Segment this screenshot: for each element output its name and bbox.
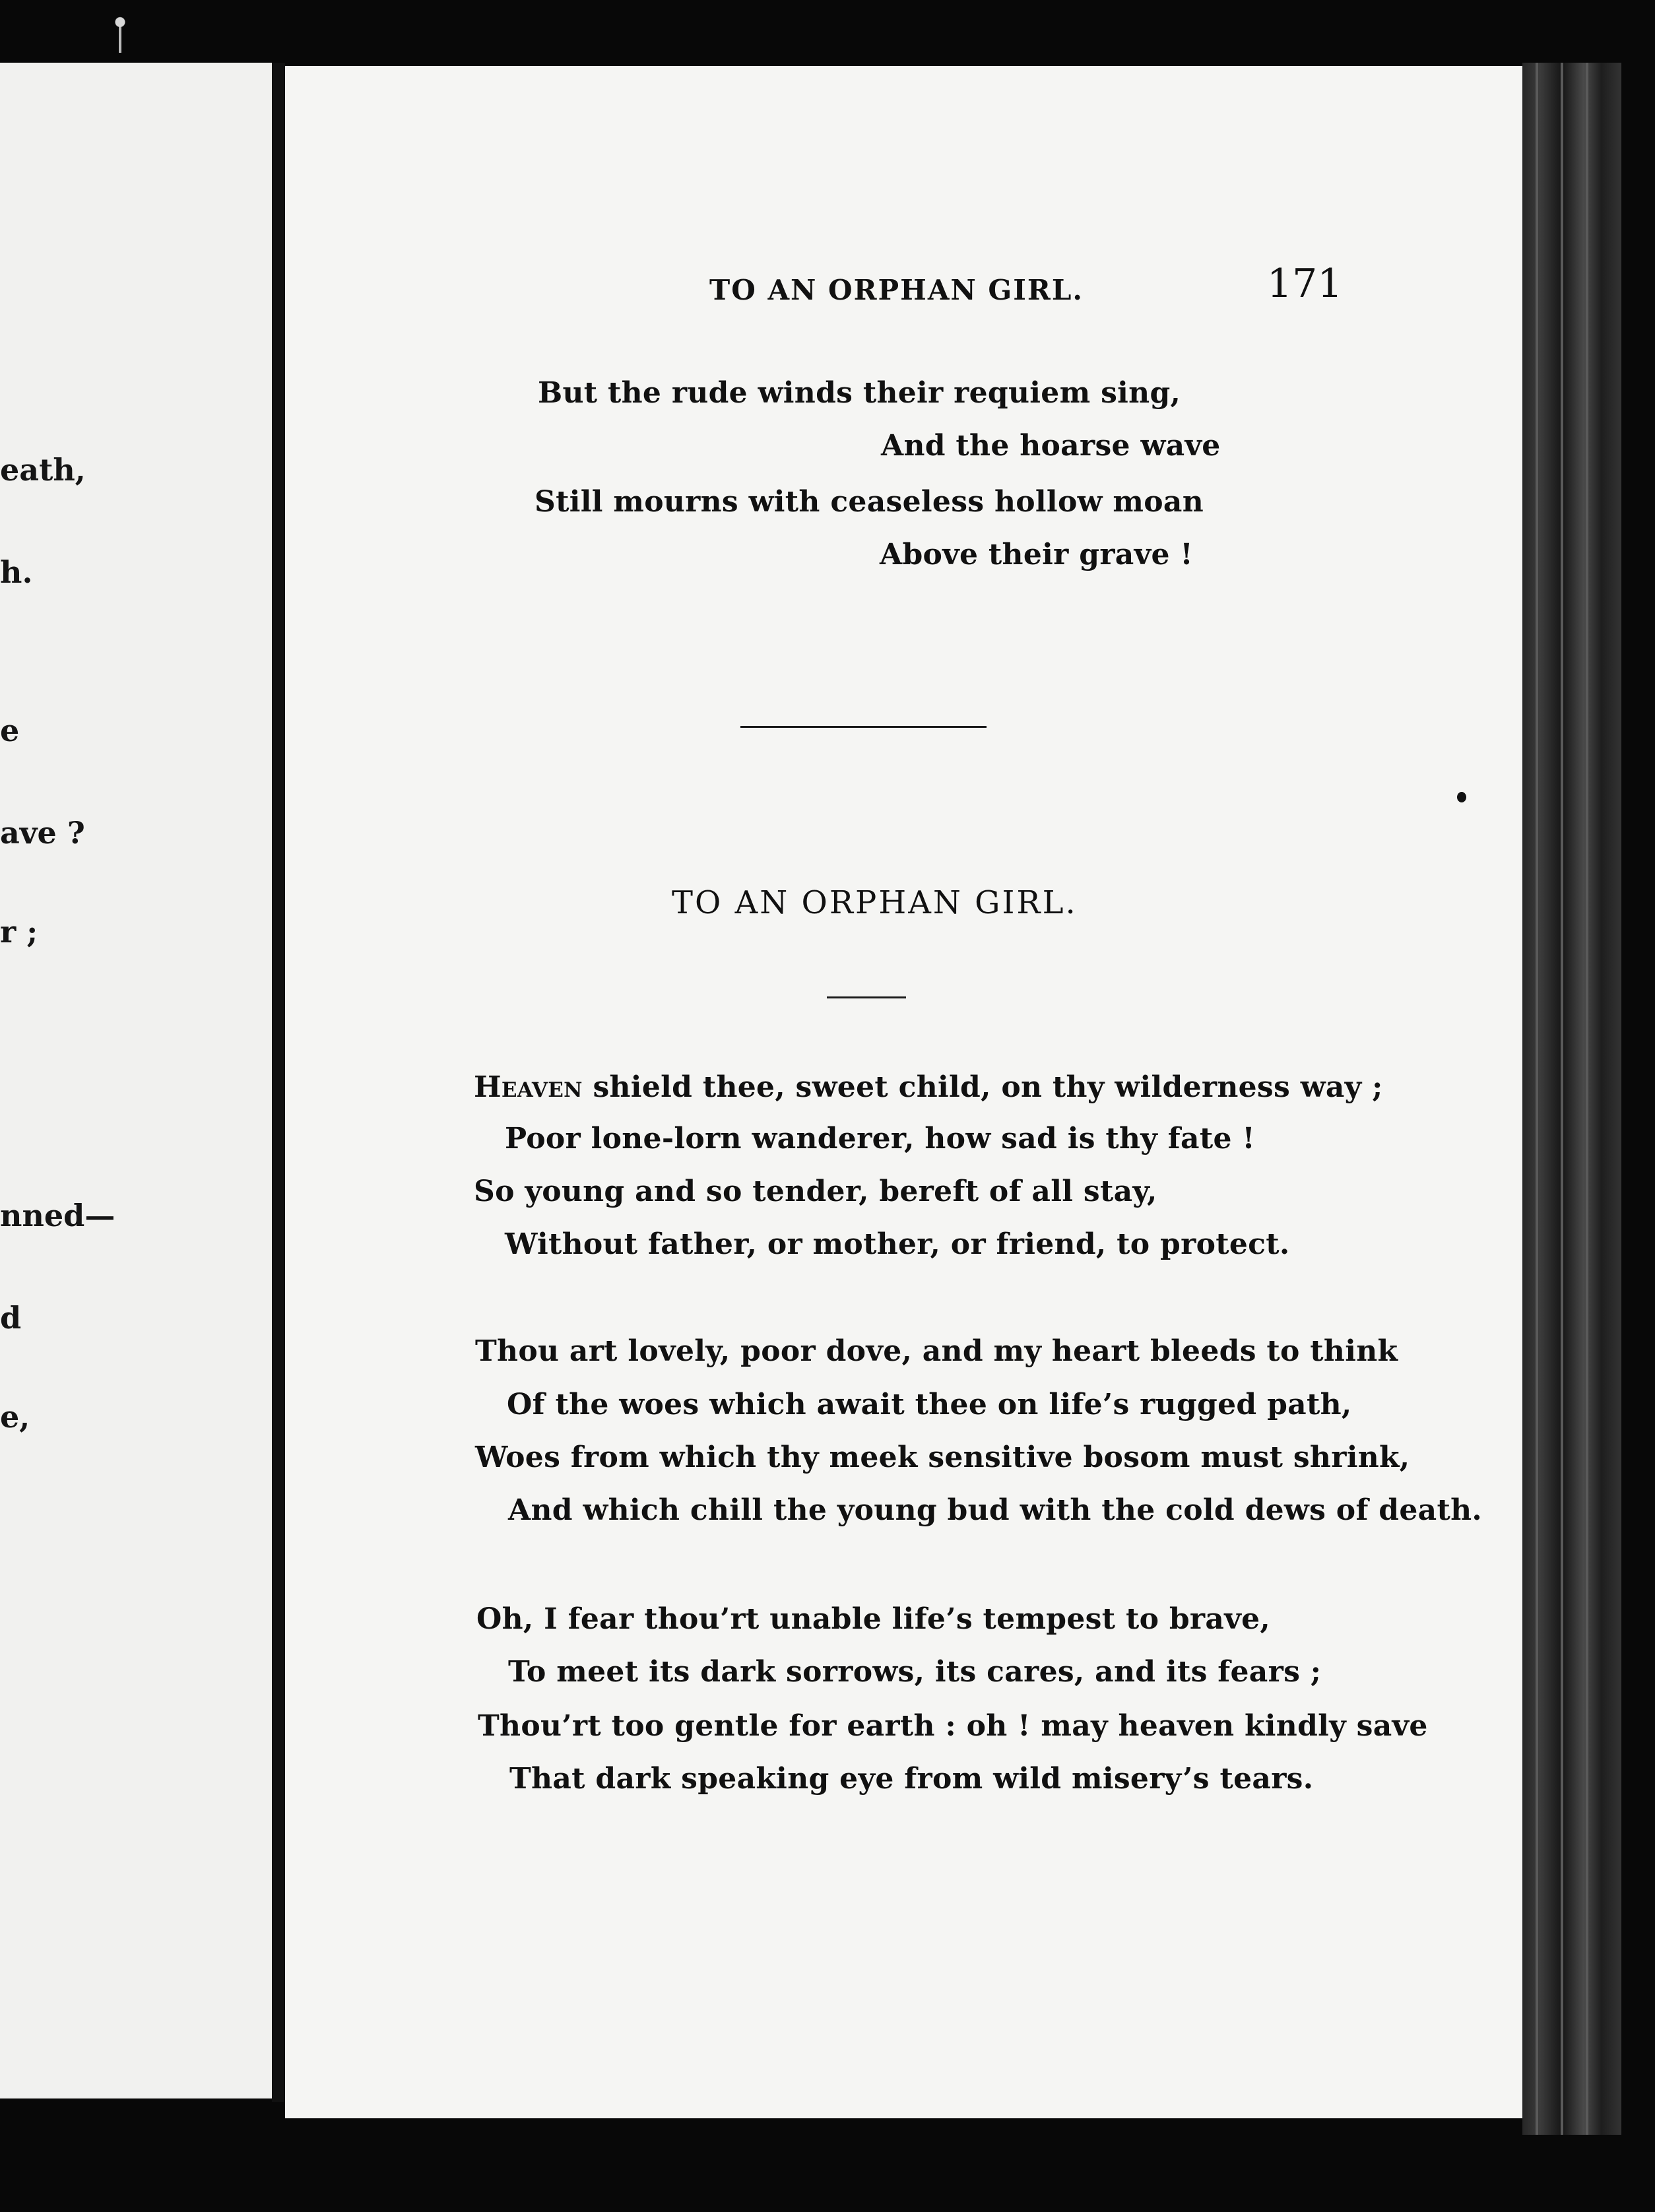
verse-line: Poor lone-lorn wanderer, how sad is thy fate ! [505,1122,1255,1155]
book-gutter [272,63,285,2102]
verse-line: Still mourns with ceaseless hollow moan [535,485,1204,519]
verse-line: But the rude winds their requiem sing, [538,376,1181,410]
verse-line: That dark speaking eye from wild misery’s tears. [509,1762,1314,1796]
verse-line: Above their grave ! [880,538,1194,571]
verse-line [474,1070,1383,1104]
page-number: 171 [1267,261,1343,307]
verse-line: Thou’rt too gentle for earth : oh ! may heaven kindly save [478,1709,1428,1743]
verse-line: Oh, I fear thou’rt unable life’s tempest to brave, [476,1602,1270,1636]
verse-line: Woes from which thy meek sensitive bosom must shrink, [475,1441,1410,1474]
verse-line: Of the woes which await thee on life’s rugged path, [507,1388,1352,1421]
previous-page-fragment [0,63,274,2098]
left-fragment: ave ? [0,815,85,851]
verse-line-rest: shield thee, sweet child, on thy wilderness way ; [582,1070,1383,1104]
title-rule [827,996,906,998]
left-fragment: d [0,1300,22,1336]
verse-line: And the hoarse wave [881,429,1221,463]
section-divider [740,726,987,728]
left-fragment: e, [0,1399,30,1435]
verse-line: Without father, or mother, or friend, to protect. [505,1227,1290,1261]
page-edge-stack [1522,63,1621,2135]
poem-title: TO AN ORPHAN GIRL. [672,884,1078,921]
left-fragment: r ; [0,914,38,950]
verse-line: Thou art lovely, poor dove, and my heart bleeds to think [475,1334,1398,1368]
drop-word: Heaven [474,1070,583,1104]
left-fragment: eath, [0,452,86,488]
left-fragment: e [0,713,20,748]
running-header-title: TO AN ORPHAN GIRL. [709,274,1084,306]
verse-line: And which chill the young bud with the cold dews of death. [508,1493,1482,1527]
verse-line: So young and so tender, bereft of all stay, [474,1175,1157,1208]
left-fragment: h. [0,554,33,590]
verse-line: To meet its dark sorrows, its cares, and its fears ; [508,1655,1322,1689]
left-fragment: nned— [0,1198,115,1233]
ink-spot [1457,792,1466,802]
bookmark-ribbon-icon [114,12,127,53]
